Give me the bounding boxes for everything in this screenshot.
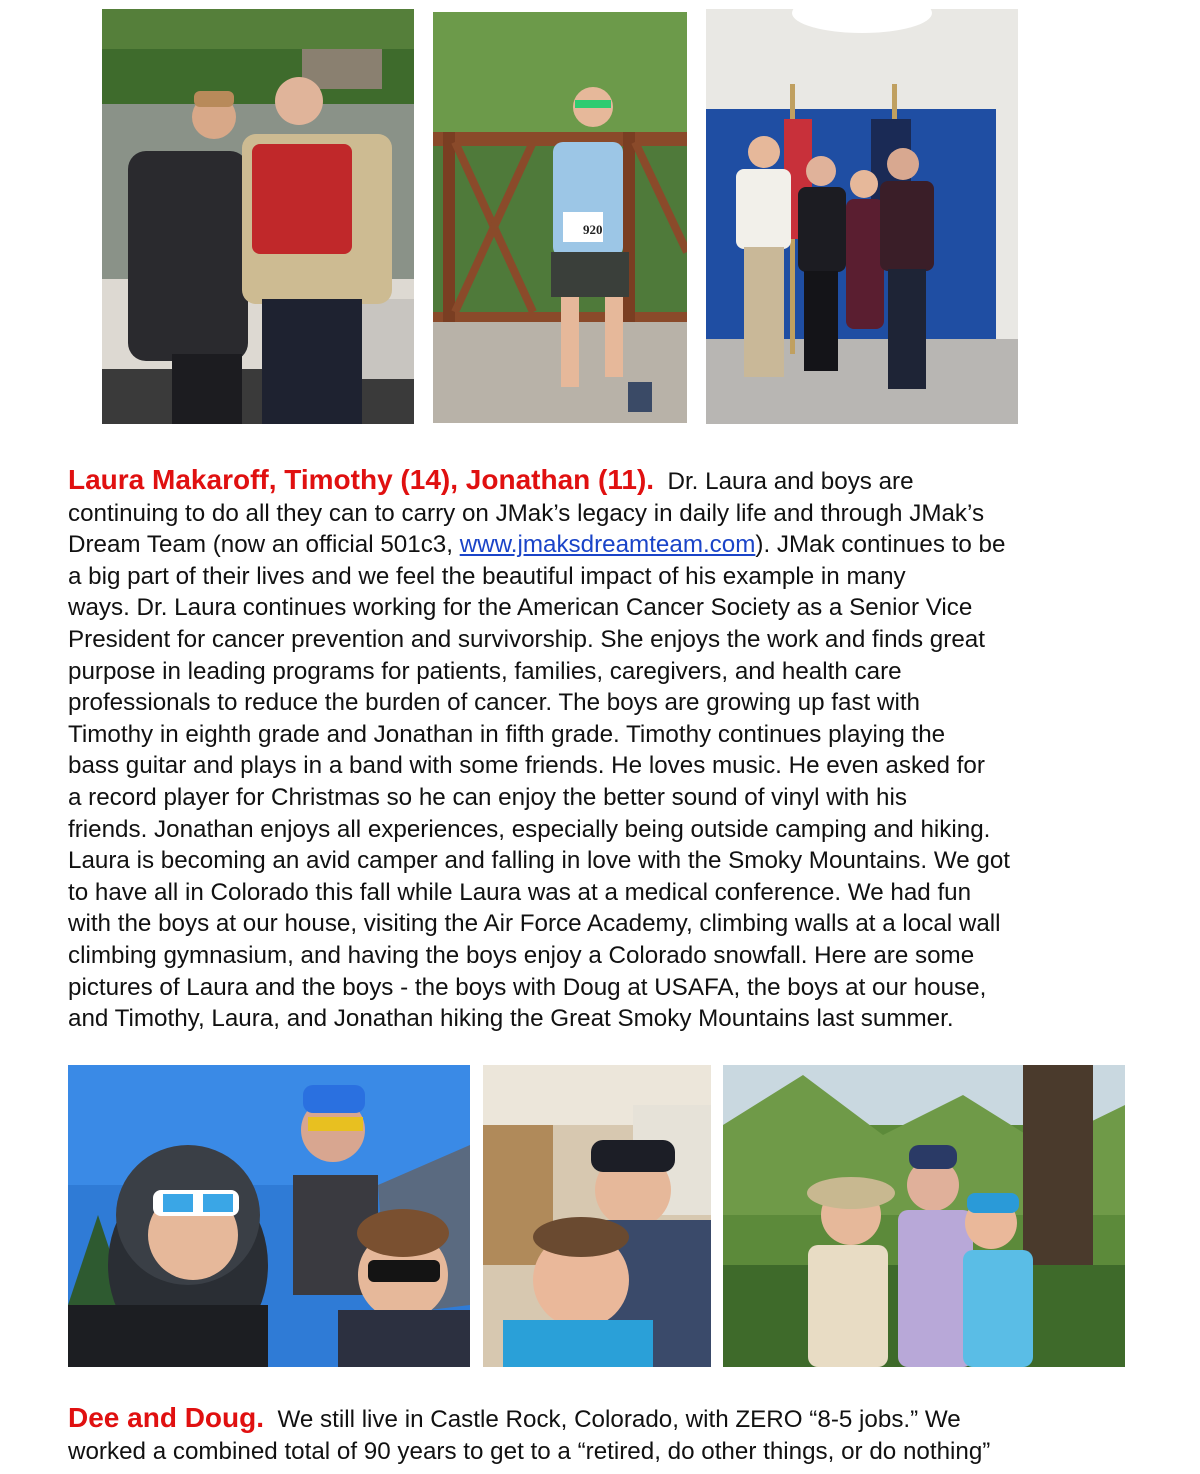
- photo-lake-boat: [102, 9, 414, 424]
- text-line: President for cancer prevention and survivorship. She enjoys the work and finds great: [68, 625, 985, 653]
- section-laura-heading: Laura Makaroff, Timothy (14), Jonathan (11).: [68, 464, 655, 495]
- text-line: bass guitar and plays in a band with some friends. He loves music. He even asked for: [68, 752, 985, 780]
- text-line: purpose in leading programs for patients, families, caregivers, and health care: [68, 657, 902, 685]
- photo-lake-boat-image: [102, 9, 414, 424]
- text-line: ways. Dr. Laura continues working for the American Cancer Society as a Senior Vice: [68, 594, 973, 622]
- text-line: professionals to reduce the burden of cancer. The boys are growing up fast with: [68, 689, 920, 717]
- section-laura-first-line: [68, 464, 1143, 498]
- photo-runner-bridge-image: [433, 12, 687, 423]
- text-line: with the boys at our house, visiting the Air Force Academy, climbing walls at a local wall: [68, 910, 1001, 938]
- text-line: Timothy in eighth grade and Jonathan in fifth grade. Timothy continues playing the: [68, 720, 946, 748]
- photo-smoky-mountains-hike: [723, 1065, 1125, 1367]
- text-line: We still live in Castle Rock, Colorado, with ZERO “8-5 jobs.” We: [277, 1406, 961, 1433]
- text-line: climbing gymnasium, and having the boys enjoy a Colorado snowfall. Here are some: [68, 941, 975, 969]
- text-line: a big part of their lives and we feel the beautiful impact of his example in many: [68, 562, 906, 590]
- section-laura-family: [68, 464, 1143, 1035]
- jmaks-dream-team-link[interactable]: www.jmaksdreamteam.com: [459, 531, 756, 559]
- section-laura-link-line: [68, 529, 1143, 561]
- photo-selfie-usafa: [68, 1065, 470, 1367]
- text-line: to have all in Colorado this fall while Laura was at a medical conference. We had fun: [68, 878, 972, 906]
- photo-runner-bridge: [433, 12, 687, 423]
- photo-smoky-mountains-hike-image: [723, 1065, 1125, 1367]
- text-line: ). JMak continues to be: [755, 531, 1006, 559]
- section-dee-first-line: [68, 1402, 1143, 1436]
- text-line: Laura is becoming an avid camper and falling in love with the Smoky Mountains. We got: [68, 847, 1011, 875]
- text-line: worked a combined total of 90 years to get to a “retired, do other things, or do nothing”: [68, 1437, 991, 1465]
- text-line: continuing to do all they can to carry on JMak’s legacy in daily life and through JMak’s: [68, 499, 985, 527]
- photo-boys-at-house-image: [483, 1065, 711, 1367]
- race-bib-number: 920: [583, 222, 603, 237]
- text-line: friends. Jonathan enjoys all experiences, especially being outside camping and hiking.: [68, 815, 991, 843]
- text-line: pictures of Laura and the boys - the boys with Doug at USAFA, the boys at our house,: [68, 973, 987, 1001]
- text-line: and Timothy, Laura, and Jonathan hiking the Great Smoky Mountains last summer.: [68, 1005, 954, 1033]
- section-dee-doug: [68, 1402, 1143, 1467]
- text-line: Dr. Laura and boys are: [667, 468, 914, 495]
- photo-flags-group-image: [706, 9, 1018, 424]
- text-line: a record player for Christmas so he can enjoy the better sound of vinyl with his: [68, 783, 907, 811]
- photo-flags-group: [706, 9, 1018, 424]
- text-line: Dream Team (now an official 501c3,: [68, 531, 460, 559]
- section-dee-heading: Dee and Doug.: [68, 1402, 265, 1433]
- photo-boys-at-house: [483, 1065, 711, 1367]
- photo-selfie-usafa-image: [68, 1065, 470, 1367]
